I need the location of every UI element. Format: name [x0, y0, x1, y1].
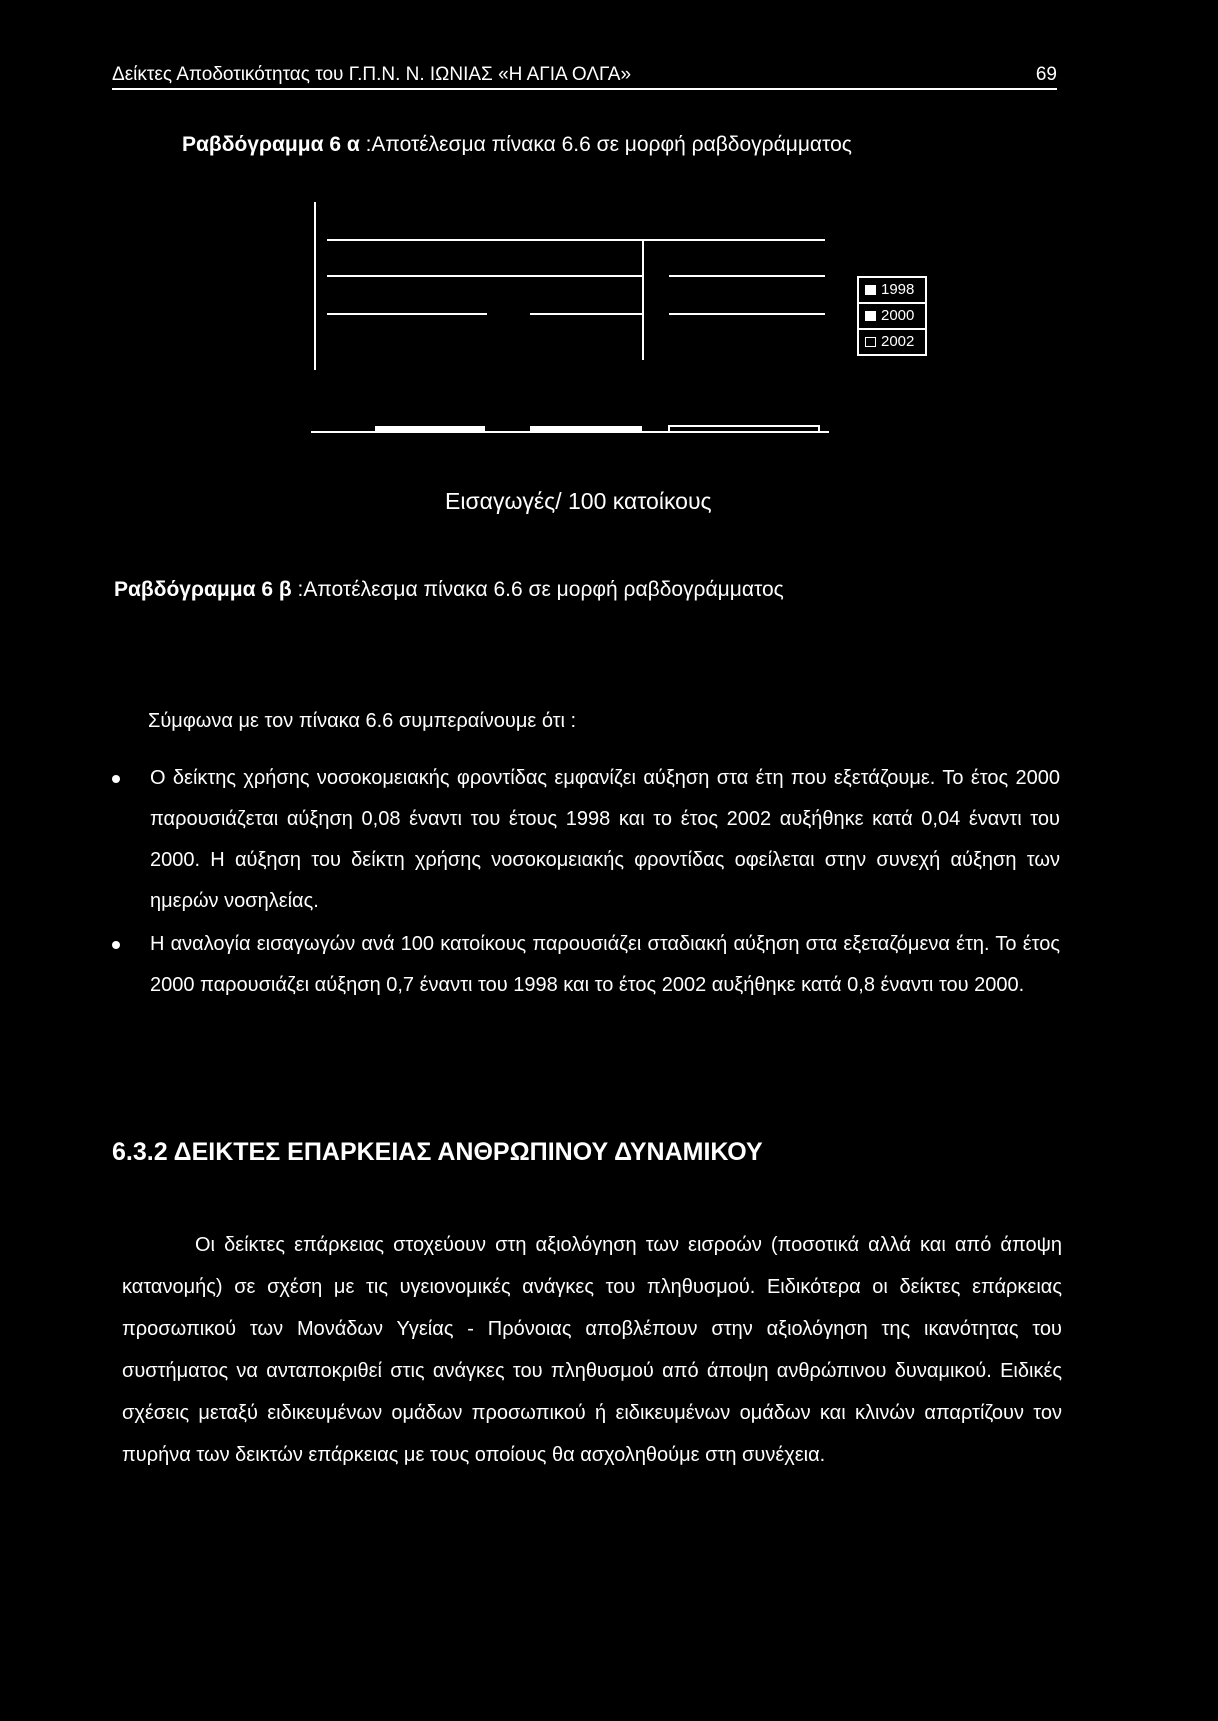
list-item	[112, 924, 1060, 1006]
chart-b-caption-label: Ραβδόγραμμα 6 β	[114, 578, 292, 601]
running-title: Δείκτες Αποδοτικότητας του Γ.Π.Ν. Ν. ΙΩΝΙΑΣ «Η ΑΓΙΑ ΟΛΓΑ»	[112, 64, 632, 85]
chart-a-caption-text: :Αποτέλεσμα πίνακα 6.6 σε μορφή ραβδογράμματος	[365, 133, 852, 156]
bullet-icon	[112, 941, 120, 949]
chart-b-caption-text: :Αποτέλεσμα πίνακα 6.6 σε μορφή ραβδογράμματος	[297, 578, 784, 601]
legend-swatch-filled-icon	[865, 285, 876, 295]
page-header	[112, 62, 1057, 90]
chart-plot-area	[305, 188, 925, 458]
list-item-text: Η αναλογία εισαγωγών ανά 100 κατοίκους παρουσιάζει σταδιακή αύξηση στα εξεταζόμενα έτη. Το έτος 2000 παρουσιάζει αύξηση 0,7 έναντι του 1998 και το έτος 2002 αυξήθηκε κατά 0,8 έναντι του 2000.	[150, 933, 1060, 996]
list-item-text: Ο δείκτης χρήσης νοσοκομειακής φροντίδας εμφανίζει αύξηση στα έτη που εξετάζουμε. Το έτος 2000 παρουσιάζεται αύξηση 0,08 έναντι του έτους 1998 και το έτος 2002 αυξήθηκε κατά 0,04 έναντι του 2000. Η αύξηση του δείκτη χρήσης νοσοκομειακής φροντίδας οφείλεται στην συνεχή αύξηση των ημερών νοσηλείας.	[150, 767, 1060, 912]
chart-b-caption	[114, 578, 784, 602]
bar-chart	[305, 188, 925, 458]
chart-legend	[857, 276, 927, 356]
x-axis-title: Εισαγωγές/ 100 κατοίκους	[445, 488, 712, 514]
chart-a-caption	[182, 133, 852, 157]
section-paragraph: Οι δείκτες επάρκειας στοχεύουν στη αξιολόγηση των εισροών (ποσοτικά αλλά και από άποψη κατανομής) σε σχέση με τις υγειονομικές ανάγκες του πληθυσμού. Ειδικότερα οι δείκτες επάρκειας προσωπικού των Μονάδων Υγείας - Πρόνοιας αποβλέπουν στην αξιολόγηση της ικανότητας του συστήματος να ανταποκριθεί στις ανάγκες του πληθυσμού από άποψη ανθρώπινου δυναμικού. Ειδικές σχέσεις μεταξύ ειδικευμένων ομάδων προσωπικού ή ειδικευμένων ομάδων και κλινών απαρτίζουν τον πυρήνα των δεικτών επάρκειας με τους οποίους θα ασχοληθούμε στη συνέχεια.	[122, 1234, 1062, 1466]
legend-item-2000	[859, 304, 925, 330]
bar-series-1998	[375, 426, 485, 432]
page-number: 69	[1035, 64, 1057, 85]
list-item	[112, 758, 1060, 922]
legend-item-2002	[859, 330, 925, 354]
conclusion-list	[112, 758, 1060, 1006]
legend-label-2002: 2002	[881, 333, 915, 350]
chart-a-caption-label: Ραβδόγραμμα 6 α	[182, 133, 360, 156]
legend-item-1998	[859, 278, 925, 304]
legend-label-2000: 2000	[881, 307, 915, 324]
bar-series-2002	[669, 426, 819, 432]
legend-swatch-filled-icon	[865, 311, 876, 321]
bullet-icon	[112, 775, 120, 783]
section-heading: 6.3.2 ΔΕΙΚΤΕΣ ΕΠΑΡΚΕΙΑΣ ΑΝΘΡΩΠΙΝΟΥ ΔΥΝΑΜΙΚΟΥ	[112, 1138, 763, 1166]
legend-label-1998: 1998	[881, 281, 915, 298]
bar-series-2000	[530, 426, 642, 432]
conclusion-intro: Σύμφωνα με τον πίνακα 6.6 συμπεραίνουμε ότι :	[148, 710, 577, 732]
legend-swatch-hollow-icon	[865, 337, 876, 347]
